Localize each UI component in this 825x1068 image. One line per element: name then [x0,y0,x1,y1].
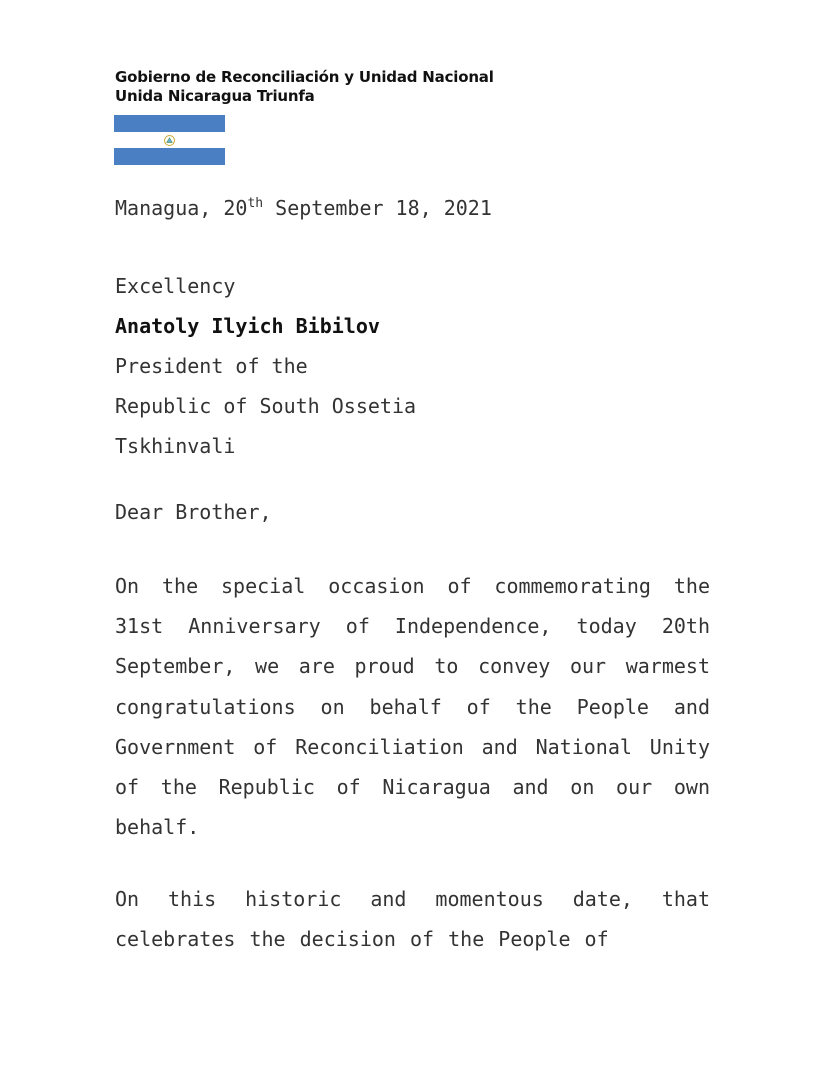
date-rest: September 18, 2021 [263,196,492,220]
date-prefix: Managua, 20 [115,196,248,220]
recipient-address [115,266,416,466]
body-paragraph-2: On this historic and momentous date, that celebrates the decision of the People of [115,887,710,952]
recipient-title-line1: President of the [115,354,308,378]
letterhead [115,68,494,106]
recipient-title-line2: Republic of South Ossetia [115,394,417,418]
salutation: Dear Brother, [115,500,272,524]
body-paragraph-1: On the special occasion of commemorating the 31st Anniversary of Independence, today 20th September, we are proud to convey our warmest congratulations on behalf of the People and Government of Reconciliation and National Unity of the Republic of Nicaragua and on our own behalf. [115,574,710,840]
flag-bottom-band [114,148,225,165]
letterhead-government-name: Gobierno de Reconciliación y Unidad Nacional [115,68,494,86]
nicaragua-coat-of-arms-icon [164,135,175,146]
flag-middle-band [114,132,225,149]
recipient-city: Tskhinvali [115,434,236,458]
letter-date [115,196,492,220]
recipient-honorific: Excellency [115,274,236,298]
flag-top-band [114,115,225,132]
letterhead-slogan: Unida Nicaragua Triunfa [115,87,315,105]
date-ordinal-suffix: th [247,196,264,211]
recipient-name: Anatoly Ilyich Bibilov [115,314,380,338]
nicaragua-flag-icon [114,115,225,165]
